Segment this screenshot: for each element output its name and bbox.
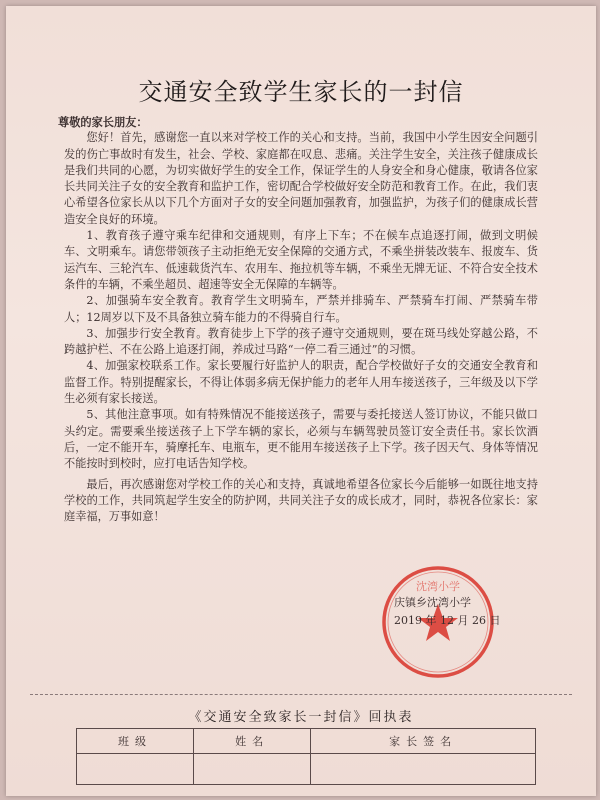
- paragraph-item-1: 1、教育孩子遵守乘车纪律和交通规则，有序上下车；不在候车点追逐打闹，做到文明候车、文明乘车。请您带领孩子主动拒绝无安全保障的交通方式，不乘坐拼装改装车、报废车、货运汽车、三轮汽车、低速载货汽车、农用车、拖拉机等车辆，不乘坐无牌无证、不符合安全技术条件的车辆，不乘坐超员、超速等安全无保障的车辆等。: [64, 229, 538, 291]
- receipt-table: [76, 728, 536, 785]
- signature-school: 庆镇乡沈湾小学: [394, 596, 471, 609]
- letter-body: [58, 114, 538, 525]
- receipt-class-cell[interactable]: [77, 754, 194, 785]
- paragraph-intro: 您好！首先，感谢您一直以来对学校工作的关心和支持。当前，我国中小学生因安全问题引发的伤亡事故时有发生，社会、学校、家庭都在叹息、悲痛。关注学生安全，关注孩子健康成长是我们共同的心愿，为切实做好学生的安全工作，保证学生的人身安全和身心健康，敬请各位家长共同关注子女的安全教育和监护工作，密切配合学校做好安全防范和教育工作。在此，我们衷心希望各位家长从以下几个方面对子女的安全问题加强教育，加强监护，为孩子们的健康成长营造安全良好的环境。: [64, 131, 538, 226]
- svg-text:沈湾小学: 沈湾小学: [416, 580, 460, 593]
- paragraph-item-2: 2、加强骑车安全教育。教育学生文明骑车，严禁并排骑车、严禁骑车打闹、严禁骑车带人；12周岁以下及不具备独立骑车能力的不得骑自行车。: [64, 294, 538, 324]
- receipt-name-cell[interactable]: [194, 754, 311, 785]
- letter-sheet: [6, 6, 596, 796]
- receipt-signature-cell[interactable]: [311, 754, 536, 785]
- paragraph-closing: 最后，再次感谢您对学校工作的关心和支持，真诚地希望各位家长今后能够一如既往地支持学校的工作，共同筑起学生安全的防护网，共同关注子女的成长成才，同时，恭祝各位家长：家庭幸福，万事如意！: [64, 477, 538, 524]
- letter-title: 交通安全致学生家长的一封信: [138, 78, 464, 106]
- signature-date: 2019 年 12 月 26 日: [394, 614, 501, 627]
- salutation: 尊敬的家长朋友：: [58, 115, 148, 129]
- receipt-col-parent-signature: 家长签名: [311, 729, 536, 754]
- receipt-header-row: [77, 729, 536, 754]
- paragraph-item-4: 4、加强家校联系工作。家长要履行好监护人的职责，配合学校做好子女的交通安全教育和监督工作。特别提醒家长，不得让体弱多病无保护能力的老年人用车接送孩子，三年级及以下学生必须有家长接送。: [64, 359, 538, 406]
- receipt-col-name: 姓名: [194, 729, 311, 754]
- paragraph-item-5: 5、其他注意事项。如有特殊情况不能接送孩子，需要与委托接送人签订协议，不能只做口头约定。需要乘坐接送孩子上下学车辆的家长，必须与车辆驾驶员签订安全责任书。家长饮酒后，一定不能开车，骑摩托车、电瓶车，更不能用车接送孩子上下学。孩子因天气、身体等情况不能按时到校时，应打电话告知学校。: [64, 408, 538, 471]
- receipt-col-class: 班级: [77, 729, 194, 754]
- receipt-title: 《交通安全致家长一封信》回执表: [188, 710, 414, 725]
- paragraph-item-3: 3、加强步行安全教育。教育徒步上下学的孩子遵守交通规则，要在斑马线处穿越公路，不跨越护栏、不在公路上追逐打闹，养成过马路“一停二看三通过”的习惯。: [64, 326, 538, 357]
- receipt-entry-row: [77, 754, 536, 785]
- tear-off-line: [30, 694, 572, 695]
- signature-block: [394, 594, 524, 630]
